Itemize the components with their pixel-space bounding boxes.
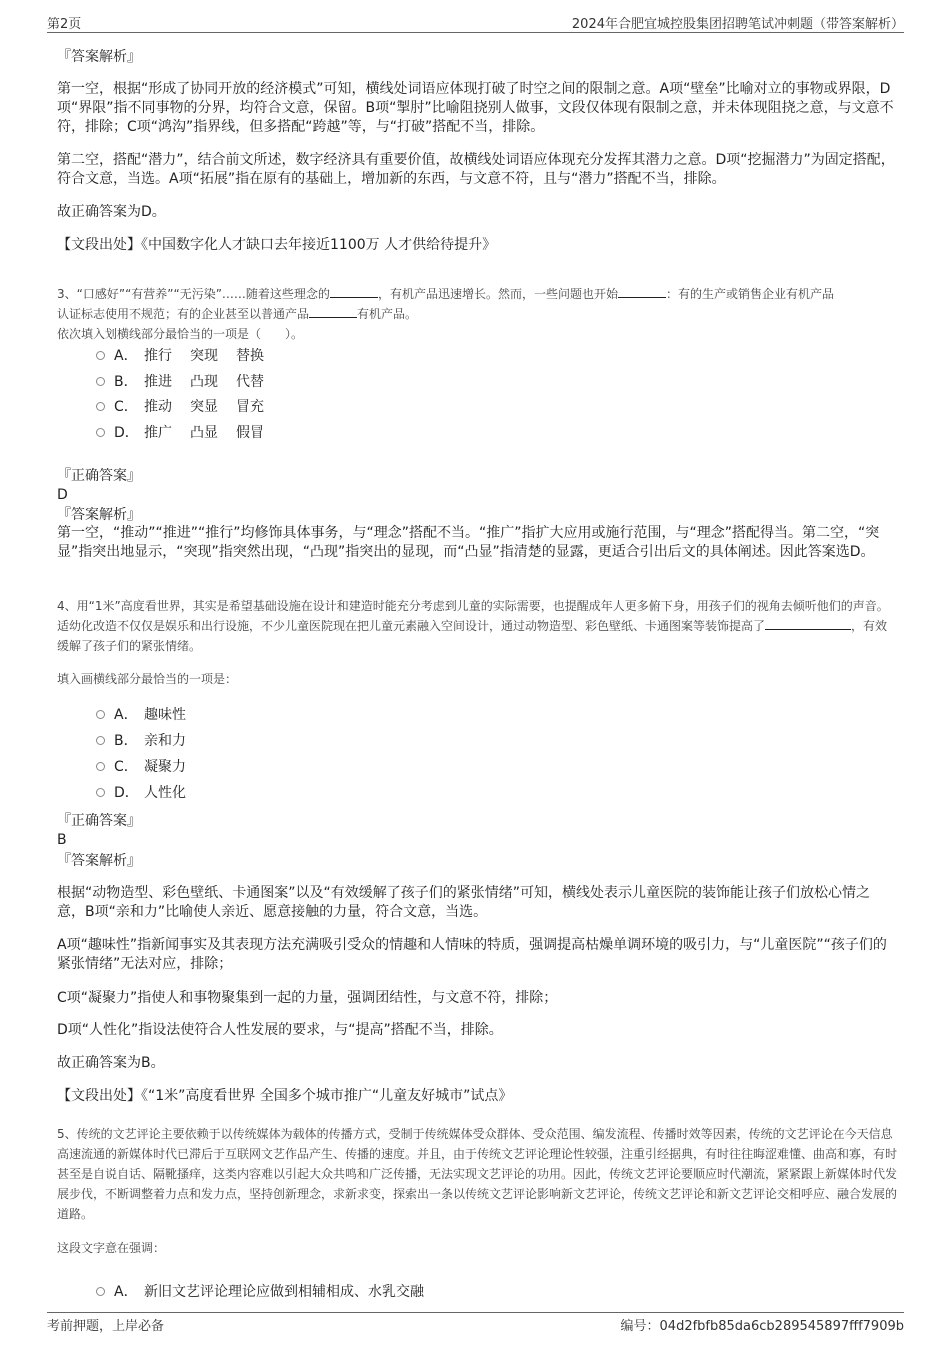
radio-icon[interactable] (96, 377, 105, 386)
q4-stem: 4、用“1米”高度看世界，其实是希望基础设施在设计和建造时能充分考虑到儿童的实际需要，也提醒成年人更多俯下身，用孩子们的视角去倾听他们的声音。适幼化改造不仅仅是娱乐和出行设施，不少儿童医院现在把儿童元素融入空间设计，通过动物造型、彩色壁纸、卡通图案等装饰提高了 ，有效缓解了孩子们的紧张情绪。 (57, 599, 889, 653)
q2-analysis-p2: 第二空，搭配“潜力”，结合前文所述，数字经济具有重要价值，故横线处词语应体现充分发挥其潜力之意。D项“挖掘潜力”为固定搭配，符合文意，当选。A项“拓展”指在原有的基础上，增加新的东西，与文意不符，且与“潜力”搭配不当，排除。 (57, 152, 895, 187)
blank-2 (618, 285, 666, 298)
blank-1 (765, 617, 851, 630)
q2-source: 【文段出处】《中国数字化人才缺口去年接近1100万 人才供给待提升》 (57, 237, 497, 253)
q3-analysis-label: 『答案解析』 (57, 507, 141, 523)
q4-option-b[interactable]: B． 亲和力 (96, 731, 186, 751)
document-title: 2024年合肥宜城控股集团招聘笔试冲刺题（带答案解析） (571, 17, 904, 32)
q3-stem: 3、“口感好”“有营养”“无污染”……随着这些理念的 ，有机产品迅速增长。然而，一些问题也开始 ：有的生产或销售企业有机产品 认证标志使用不规范；有的企业甚至以普通产品 有机产品。 依次填入划横线部分最恰当的一项是（ ）。 (57, 287, 834, 341)
q3-analysis: 第一空，“推动”“推进”“推行”均修饰具体事务，与“理念”搭配不当。“推广”指扩大应用或施行范围，与“理念”搭配得当。第二空，“突显”指突出地显示，“突现”指突然出现，“凸现”指突出的显现，而“凸显”指清楚的显露，更适合引出后文的具体阐述。因此答案选D。 (57, 525, 880, 560)
radio-icon[interactable] (96, 710, 105, 719)
radio-icon[interactable] (96, 736, 105, 745)
q4-answer: B (57, 832, 67, 848)
blank-1 (330, 285, 378, 298)
q3-option-b[interactable]: B． 推进 凸现 代替 (96, 372, 264, 392)
q3-answer-label: 『正确答案』 (57, 468, 141, 484)
q4-analysis-p4: D项“人性化”指设法使符合人性发展的要求，与“提高”搭配不当，排除。 (57, 1022, 503, 1038)
footer-slogan: 考前押题，上岸必备 (47, 1319, 165, 1334)
page-number: 第2页 (47, 17, 82, 32)
q4-option-d[interactable]: D． 人性化 (96, 783, 186, 803)
radio-icon[interactable] (96, 762, 105, 771)
page-header (47, 12, 904, 33)
q5-option-a[interactable]: A． 新旧文艺评论理论应做到相辅相成、水乳交融 (96, 1282, 424, 1302)
radio-icon[interactable] (96, 428, 105, 437)
page-footer (47, 1312, 904, 1335)
q4-analysis-p2: A项“趣味性”指新闻事实及其表现方法充满吸引受众的情趣和人情味的特质，强调提高枯燥单调环境的吸引力，与“儿童医院”“孩子们的紧张情绪”无法对应，排除； (57, 937, 887, 972)
radio-icon[interactable] (96, 1287, 105, 1296)
q4-analysis-p5: 故正确答案为B。 (57, 1055, 165, 1071)
q4-analysis-p1: 根据“动物造型、彩色壁纸、卡通图案”以及“有效缓解了孩子们的紧张情绪”可知，横线处表示儿童医院的装饰能让孩子们放松心情之意，B项“亲和力”比喻使人亲近、愿意接触的力量，符合文意，当选。 (57, 885, 871, 920)
q2-analysis-p3: 故正确答案为D。 (57, 204, 166, 220)
q5-stem: 5、传统的文艺评论主要依赖于以传统媒体为载体的传播方式，受制于传统媒体受众群体、受众范围、编发流程、传播时效等因素，传统的文艺评论在今天信息高速流通的新媒体时代已滞后于互联网文艺作品产生、传播的速度。并且，由于传统文艺评论理论性较强，注重引经据典，有时往往晦涩难懂、曲高和寡，有时甚至是自说自话、隔靴搔痒，这类内容难以引起大众共鸣和广泛传播，无法实现文艺评论的功用。因此，传统文艺评论要顺应时代潮流，紧紧跟上新媒体时代发展步伐，不断调整着力点和发力点，坚持创新理念，求新求变，探索出一条以传统文艺评论影响新文艺评论，传统文艺评论和新文艺评论交相呼应、融合发展的道路。 (57, 1127, 898, 1221)
q3-option-c[interactable]: C． 推动 突显 冒充 (96, 397, 264, 417)
q4-analysis-p3: C项“凝聚力”指使人和事物聚集到一起的力量，强调团结性，与文意不符，排除； (57, 990, 558, 1006)
q4-prompt: 填入画横线部分最恰当的一项是： (57, 672, 238, 686)
q4-source: 【文段出处】《“1米”高度看世界 全国多个城市推广“儿童友好城市”试点》 (57, 1088, 513, 1104)
radio-icon[interactable] (96, 351, 105, 360)
q3-option-d[interactable]: D． 推广 凸显 假冒 (96, 423, 264, 443)
q4-option-a[interactable]: A． 趣味性 (96, 705, 186, 725)
document-id: 编号：04d2fbfb85da6cb289545897fff7909b (620, 1319, 904, 1334)
radio-icon[interactable] (96, 788, 105, 797)
q2-analysis-p1: 第一空，根据“形成了协同开放的经济模式”可知，横线处词语应体现打破了时空之间的限制之意。A项“壁垒”比喻对立的事物或界限，D项“界限”指不同事物的分界，均符合文意，保留。B项“掣肘”比喻阻挠别人做事，文段仅体现有限制之意，并未体现阻挠之意，与文意不符，排除；C项“鸿沟”指界线，但多搭配“跨越”等，与“打破”搭配不当，排除。 (57, 81, 894, 135)
radio-icon[interactable] (96, 402, 105, 411)
q5-prompt: 这段文字意在强调： (57, 1241, 166, 1255)
q4-answer-label: 『正确答案』 (57, 813, 141, 829)
q4-option-c[interactable]: C． 凝聚力 (96, 757, 186, 777)
q4-analysis-label: 『答案解析』 (57, 853, 141, 869)
blank-3 (309, 305, 357, 318)
q3-answer: D (57, 487, 68, 503)
q2-analysis-label: 『答案解析』 (57, 49, 141, 65)
q3-option-a[interactable]: A． 推行 突现 替换 (96, 346, 264, 366)
